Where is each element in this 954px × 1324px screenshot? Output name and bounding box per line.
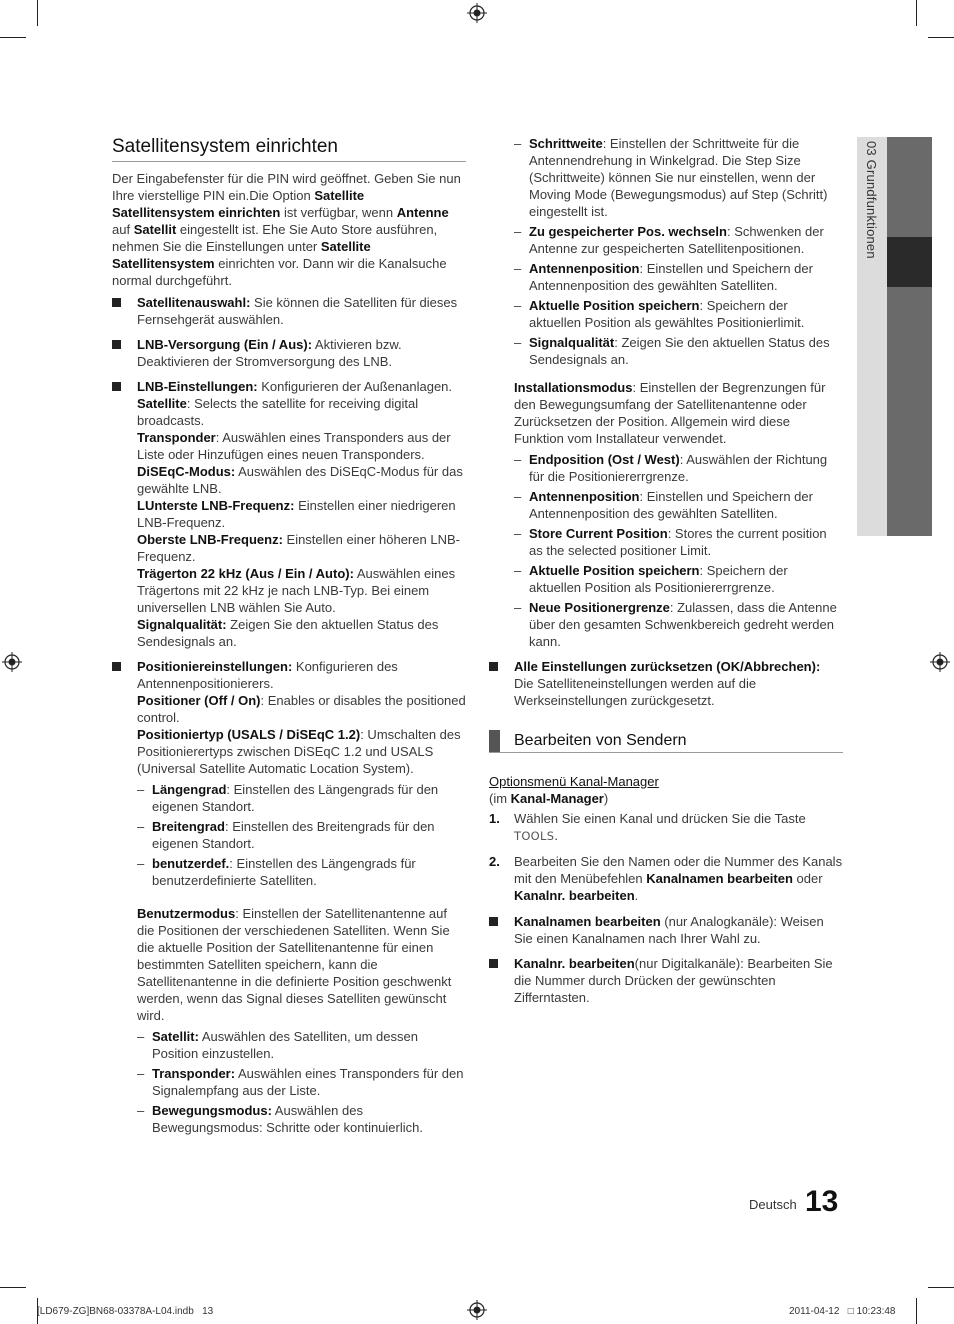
bullet-square-icon: [489, 959, 498, 968]
dash-item: – Transponder: Auswählen eines Transponders für den Signalempfang aus der Liste.: [137, 1066, 464, 1098]
menu-sub: (im Kanal-Manager): [489, 791, 609, 806]
installationsmodus-paragraph: Installationsmodus: Einstellen der Begrenzungen für den Bewegungsumfang der Satellitenantenne oder Zurücksetzen der Position. Allgemein wird diese Funktion vom Installateur verwendet.: [514, 380, 826, 446]
print-date-text: 2011-04-12 □ 10:23:48: [789, 1306, 896, 1317]
bullet-sub: DiSEqC-Modus: Auswählen des DiSEqC-Modus für das gewählte LNB.: [137, 464, 463, 496]
bullet-positioniereinstellungen: [112, 658, 466, 777]
registration-mark-icon: [467, 3, 487, 23]
dash-item: – Antennenposition: Einstellen und Speichern der Antennenposition des gewählten Satelliten.: [514, 261, 813, 293]
bullet-kanalnr: [489, 955, 843, 1006]
crop-mark: [916, 1298, 917, 1324]
dash-item: – Neue Positionergrenze: Zulassen, dass die Antenne über den gesamten Schwenkbereich gedreht werden kann.: [514, 600, 837, 649]
crop-mark: [916, 0, 917, 26]
bullet-text: LNB-Versorgung (Ein / Aus): Aktivieren bzw. Deaktivieren der Stromversorgung des LNB.: [137, 337, 402, 369]
bullet-lnb-versorgung: [112, 336, 466, 370]
bullet-square-icon: [489, 917, 498, 926]
print-file-info: [LD679-ZG]BN68-03378A-L04.indb 13: [37, 1306, 214, 1317]
dash-item: – Store Current Position: Stores the current position as the selected positioner Limit.: [514, 526, 827, 558]
bullet-square-icon: [112, 662, 121, 671]
print-date-info: [789, 1303, 896, 1320]
dash-item: – Aktuelle Position speichern: Speichern der aktuellen Position als Positioniererrgrenze.: [514, 563, 788, 595]
section-title-sender: [489, 730, 843, 753]
registration-mark-icon: [467, 1300, 487, 1320]
section-title: Satellitensystem einrichten: [112, 135, 466, 162]
dash-item: – Signalqualität: Zeigen Sie den aktuellen Status des Sendesignals an.: [514, 335, 830, 367]
bullet-sub: Transponder: Auswählen eines Transponders aus der Liste oder Hinzufügen eines neuen Transponders.: [137, 430, 451, 462]
bullet-sub: Oberste LNB-Frequenz: Einstellen einer höheren LNB-Frequenz.: [137, 532, 460, 564]
crop-mark: [37, 0, 38, 26]
dash-item: – Längengrad: Einstellen des Längengrads für den eigenen Standort.: [137, 782, 439, 814]
bullet-text: Kanalnamen bearbeiten (nur Analogkanäle): Weisen Sie einen Kanalnamen nach Ihrer Wahl zu.: [514, 914, 824, 946]
bullet-text: Die Satelliteneinstellungen werden auf die Werkseinstellungen zurückgesetzt.: [514, 676, 757, 708]
dash-item: – Breitengrad: Einstellen des Breitengrads für den eigenen Standort.: [137, 819, 435, 851]
bullet-text: Positioniereinstellungen: Konfigurieren des Antennenpositionierers.: [137, 659, 398, 691]
side-tab-dark: [887, 137, 932, 536]
tools-key-label: TOOLS: [514, 829, 555, 843]
bullet-kanalnamen: [489, 913, 843, 947]
intro-paragraph: Der Eingabefenster für die PIN wird geöffnet. Geben Sie nun Ihre vierstellige PIN ein.Die Option Satellite Satellitensystem einrichten ist verfügbar, wenn Antenne auf Satellit eingestellt ist. Ehe Sie Auto Store ausführen, nehmen Sie die Einstellungen unter Satellite Satellitensystem einrichten vor. Dann wir die Kanalsuche normal durchgeführt.: [112, 171, 461, 288]
section-title-text: Bearbeiten von Sendern: [514, 732, 687, 749]
dash-item: – Schrittweite: Einstellen der Schrittweite für die Antennendrehung in Winkelgrad. Die Step Size (Schrittweite) können Sie nur einstellen, wenn der Moving Mode (Bewegungsmodus) auf Step (Schritt) eingestellt ist.: [514, 136, 828, 219]
bullet-sub: Positioner (Off / On): Enables or disables the positioned control.: [137, 693, 466, 725]
bullet-lnb-einstellungen: [112, 378, 466, 650]
benutzermodus-paragraph: Benutzermodus: Einstellen der Satellitenantenne auf die Positionen der verschiedenen Satelliten. Wenn Sie die aktuelle Position der Satellitenantenne für einen bestimmten Satelliten speichern, kann die Satellitenantenne in die definierte Position geschwenkt werden, wenn das Signal dieses Satelliten gewünscht wird.: [137, 906, 452, 1023]
page-language: Deutsch: [749, 1197, 797, 1212]
dash-item: – Endposition (Ost / West): Auswählen der Richtung für die Positioniererrgrenze.: [514, 452, 828, 484]
chapter-side-tab: [857, 137, 932, 536]
side-tab-marker: [887, 237, 932, 287]
dash-item: – Satellit: Auswählen des Satelliten, um dessen Position einzustellen.: [137, 1029, 418, 1061]
bullet-sub: Trägerton 22 kHz (Aus / Ein / Auto): Auswählen eines Trägertons mit 22 kHz je nach LNB-Typ. Bei einem universellen LNB wählen Sie Auto.: [137, 566, 456, 615]
bullet-text: Satellitenauswahl: Sie können die Satelliten für dieses Fernsehgerät auswählen.: [137, 295, 458, 327]
side-tab-label: 03 Grundfunktionen: [864, 141, 879, 259]
bullet-square-icon: [112, 340, 121, 349]
bullet-head: Alle Einstellungen zurücksetzen (OK/Abbrechen):: [514, 659, 821, 674]
menu-label: Optionsmenü Kanal-Manager: [489, 774, 659, 789]
bullet-sub: Positioniertyp (USALS / DiSEqC 1.2): Umschalten des Positionierertyps zwischen DiSEqC 1.2 und USALS (Universal Satellite Automatic Location System).: [137, 727, 461, 776]
registration-mark-icon: [930, 652, 950, 672]
crop-mark: [928, 1287, 954, 1288]
dash-item: – Bewegungsmodus: Auswählen des Bewegungsmodus: Schritte oder kontinuierlich.: [137, 1103, 423, 1135]
bullet-square-icon: [489, 662, 498, 671]
bullet-square-icon: [112, 382, 121, 391]
bullet-sub: LUnterste LNB-Frequenz: Einstellen einer niedrigeren LNB-Frequenz.: [137, 498, 456, 530]
page-number: 13: [805, 1185, 839, 1218]
bullet-text: LNB-Einstellungen: Konfigurieren der Außenanlagen.: [137, 379, 453, 394]
registration-mark-icon: [2, 652, 22, 672]
crop-mark: [928, 37, 954, 38]
section-marker-icon: [489, 730, 500, 752]
right-column: [489, 135, 843, 1014]
positioner-dash-list: [112, 781, 466, 1136]
bullet-sub: Signalqualität: Zeigen Sie den aktuellen Status des Sendesignals an.: [137, 617, 439, 649]
crop-mark: [0, 37, 26, 38]
left-column: [112, 135, 466, 1139]
bullet-satellitenauswahl: [112, 294, 466, 328]
bullet-text: Kanalnr. bearbeiten(nur Digitalkanäle): Bearbeiten Sie die Nummer durch Drücken der gewünschten Zifferntasten.: [514, 956, 833, 1005]
dash-item: – Antennenposition: Einstellen und Speichern der Antennenposition des gewählten Satelliten.: [514, 489, 813, 521]
step-item: 2. Bearbeiten Sie den Namen oder die Nummer des Kanals mit den Menübefehlen Kanalnamen bearbeiten oder Kanalnr. bearbeiten.: [489, 854, 843, 903]
bullet-square-icon: [112, 298, 121, 307]
positioner-dash-list-cont: [489, 135, 843, 650]
bullet-sub: Satellite: Selects the satellite for receiving digital broadcasts.: [137, 396, 419, 428]
dash-item: – Aktuelle Position speichern: Speichern der aktuellen Position als gewähltes Positionierlimit.: [514, 298, 805, 330]
crop-mark: [0, 1287, 26, 1288]
dash-item: – benutzerdef.: Einstellen des Längengrads für benutzerdefinierte Satelliten.: [137, 856, 416, 888]
step-item: 1. Wählen Sie einen Kanal und drücken Sie die Taste TOOLS.: [489, 811, 806, 843]
bullet-alle-einstellungen: [489, 658, 843, 709]
dash-item: – Zu gespeicherter Pos. wechseln: Schwenken der Antenne zur gespeicherten Satellitenpositionen.: [514, 224, 824, 256]
